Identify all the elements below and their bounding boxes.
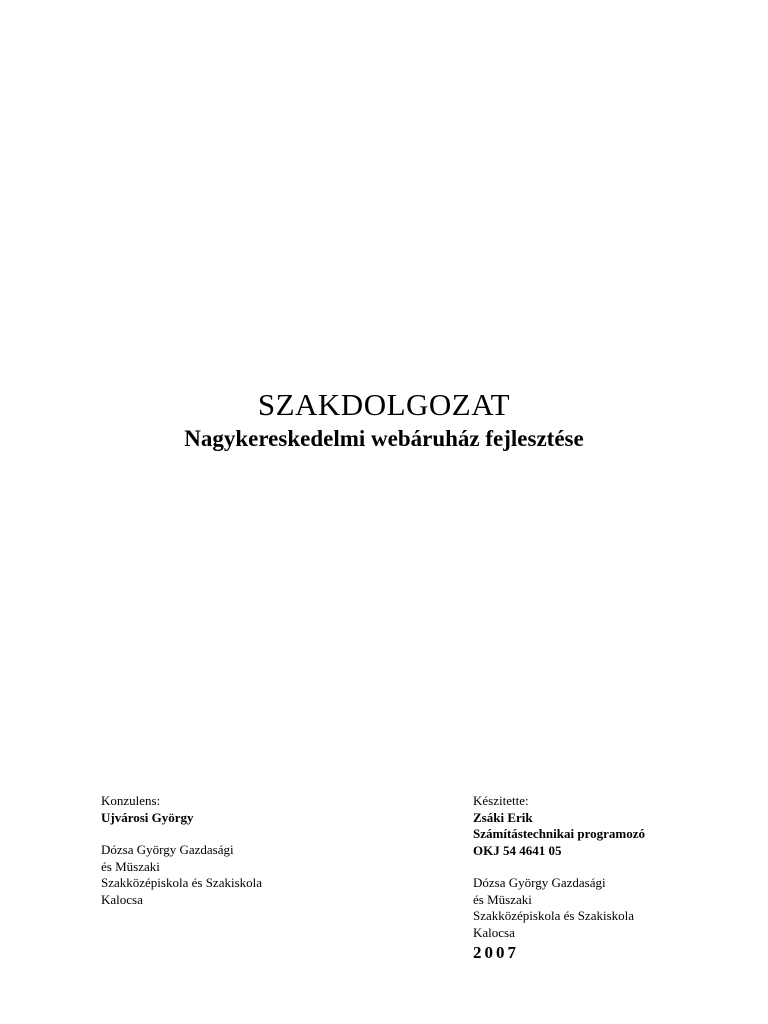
consultant-block [101,793,262,908]
author-label: Készitette: [473,793,529,808]
spacer [473,859,645,875]
document-title: SZAKDOLGOZAT [257,387,511,422]
consultant-school-line: Szakközépiskola és Szakiskola [101,875,263,890]
author-okj: OKJ 54 4641 05 [473,842,562,858]
consultant-school-line: Kalocsa [101,891,143,907]
title-block [0,386,768,454]
author-school-line: Kalocsa [473,924,515,940]
author-school-line: Szakközépiskola és Szakiskola [473,908,635,923]
consultant-name: Ujvárosi György [101,809,194,825]
spacer [101,826,262,842]
document-subtitle: Nagykereskedelmi webáruház fejlesztése [184,426,584,451]
author-school-line: Dózsa György Gazdasági [473,875,606,890]
consultant-label: Konzulens: [101,793,161,808]
consultant-school-line: és Müszaki [101,858,160,874]
author-qualification: Számítástechnikai programozó [473,826,645,841]
author-school-line: és Müszaki [473,891,532,907]
consultant-school-line: Dózsa György Gazdasági [101,842,234,857]
author-name: Zsáki Erik [473,809,533,825]
year: 2007 [473,943,519,962]
author-block [473,793,645,965]
